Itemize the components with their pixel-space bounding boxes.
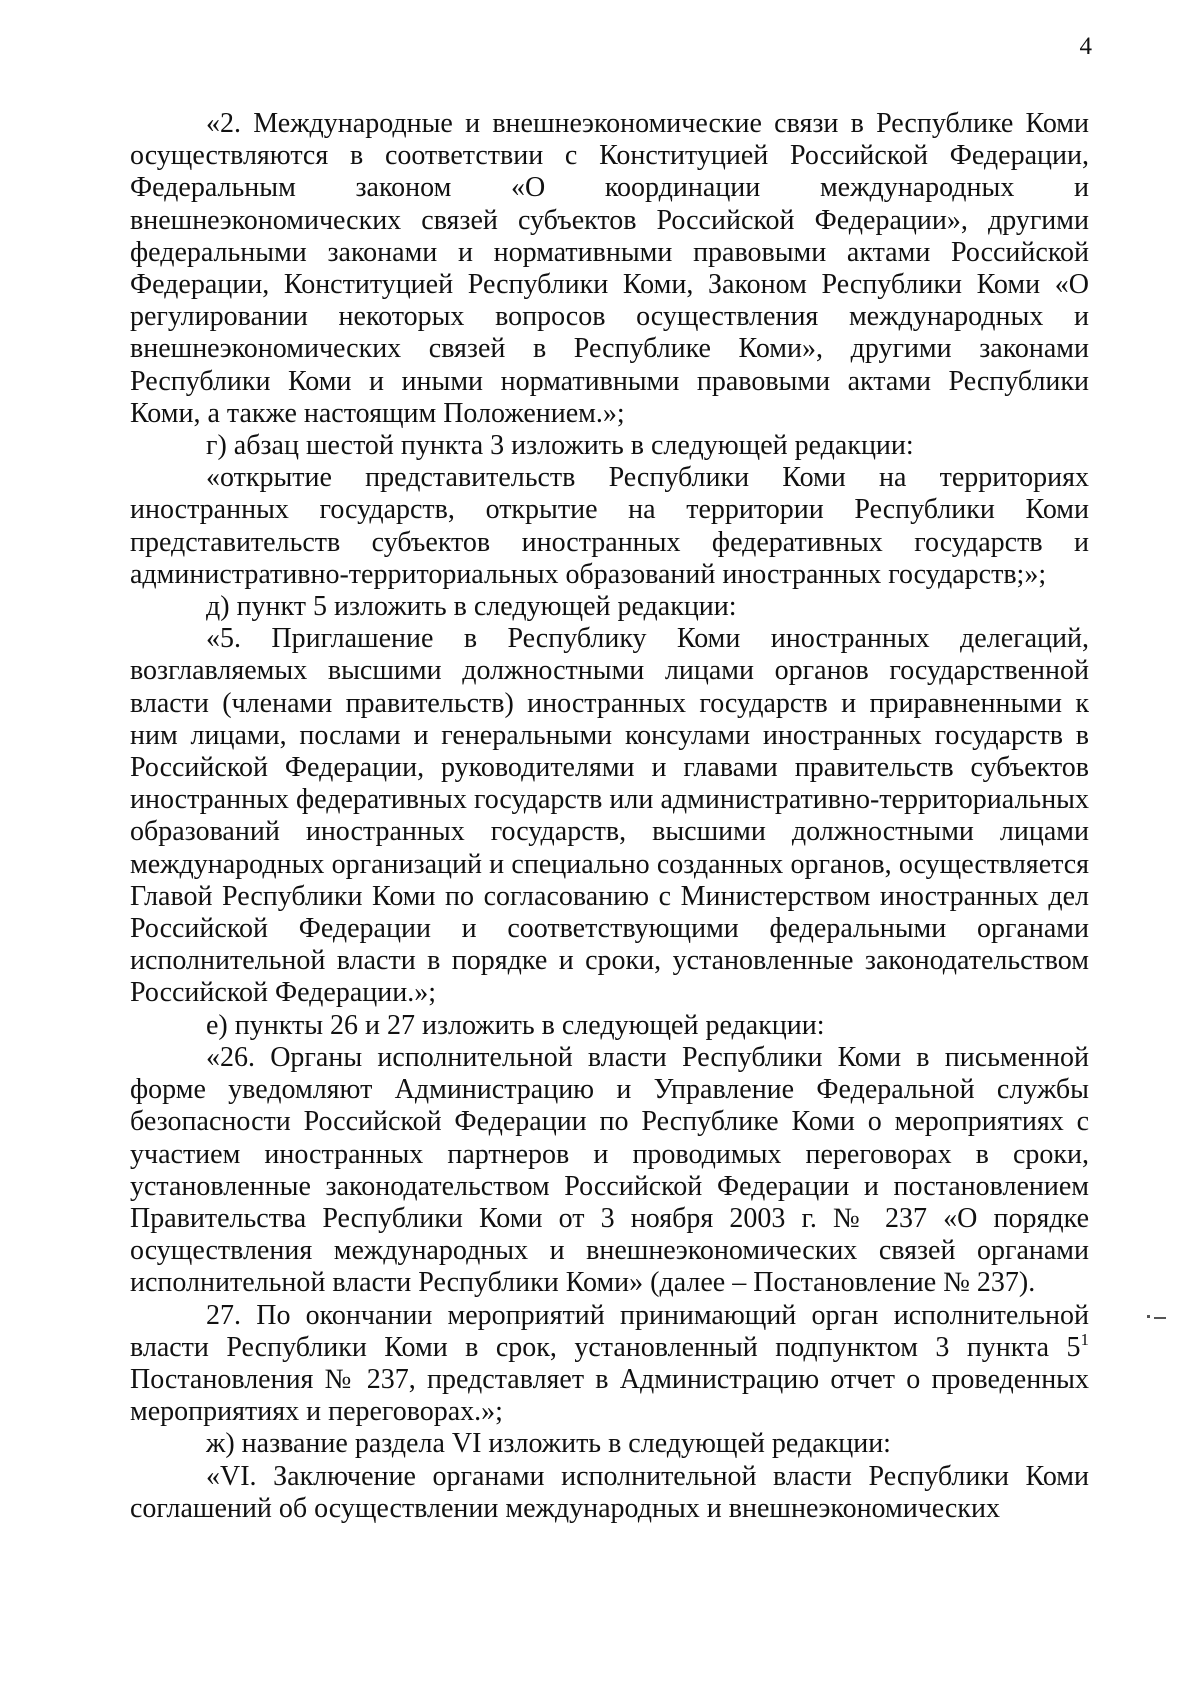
document-body <box>130 108 1089 1525</box>
page-number: 4 <box>1079 33 1092 60</box>
amendment-zh: ж) название раздела VI изложить в следующей редакции: <box>206 1428 891 1460</box>
amendment-e: е) пункты 26 и 27 изложить в следующей редакции: <box>206 1009 825 1041</box>
paragraph-27 <box>130 1300 1089 1429</box>
scan-mark <box>1154 1317 1166 1319</box>
superscript-1: 1 <box>1080 1329 1089 1349</box>
section-vi-heading: «VI. Заключение органами исполнительной власти Республики Коми соглашений об осуществлении международных и внешнеэкономических <box>130 1460 1089 1524</box>
paragraph-opening-representations: «открытие представительств Республики Коми на территориях иностранных государств, открытие на территории Республики Коми представительств субъектов иностранных федеративных государств и административно-территориальных образований иностранных государств;»; <box>130 462 1089 590</box>
paragraph-27-text-end: Постановления № 237, представляет в Администрацию отчет о проведенных мероприятиях и переговорах.»; <box>130 1363 1089 1428</box>
paragraph-26: «26. Органы исполнительной власти Республики Коми в письменной форме уведомляют Администрацию и Управление Федеральной службы безопасности Российской Федерации по Республике Коми о мероприятиях с участием иностранных партнеров и проводимых переговорах в сроки, установленные законодательством Российской Федерации и постановлением Правительства Республики Коми от 3 ноября 2003 г. № 237 «О порядке осуществления международных и внешнеэкономических связей органами исполнительной власти Республики Коми» (далее – Постановление № 237). <box>130 1041 1089 1299</box>
paragraph-5: «5. Приглашение в Республику Коми иностранных делегаций, возглавляемых высшими должностными лицами органов государственной власти (членами правительств) иностранных государств и приравненными к ним лицами, послами и генеральными консулами иностранных государств в Российской Федерации, руководителями и главами правительств субъектов иностранных федеративных государств или административно-территориальных образований иностранных государств, высшими должностными лицами международных организаций и специально созданных органов, осуществляется Главой Республики Коми по согласованию с Министерством иностранных дел Российской Федерации и соответствующими федеральными органами исполнительной власти в порядке и сроки, установленные законодательством Российской Федерации.»; <box>130 623 1089 1009</box>
paragraph-2: «2. Международные и внешнеэкономические связи в Республике Коми осуществляются в соответствии с Конституцией Российской Федерации, Федеральным законом «О координации международных и внешнеэкономических связей субъектов Российской Федерации», другими федеральными законами и нормативными правовыми актами Российской Федерации, Конституцией Республики Коми, Законом Республики Коми «О регулировании некоторых вопросов осуществления международных и внешнеэкономических связей в Республике Коми», другими законами Республики Коми и иными нормативными правовыми актами Республики Коми, а также настоящим Положением.»; <box>130 108 1089 429</box>
amendment-d: д) пункт 5 изложить в следующей редакции: <box>206 591 737 623</box>
amendment-g: г) абзац шестой пункта 3 изложить в следующей редакции: <box>206 430 914 462</box>
paragraph-27-text-start: 27. По окончании мероприятий принимающий орган исполнительной власти Республики Коми в срок, установленный подпунктом 3 пункта 5 <box>130 1299 1089 1363</box>
